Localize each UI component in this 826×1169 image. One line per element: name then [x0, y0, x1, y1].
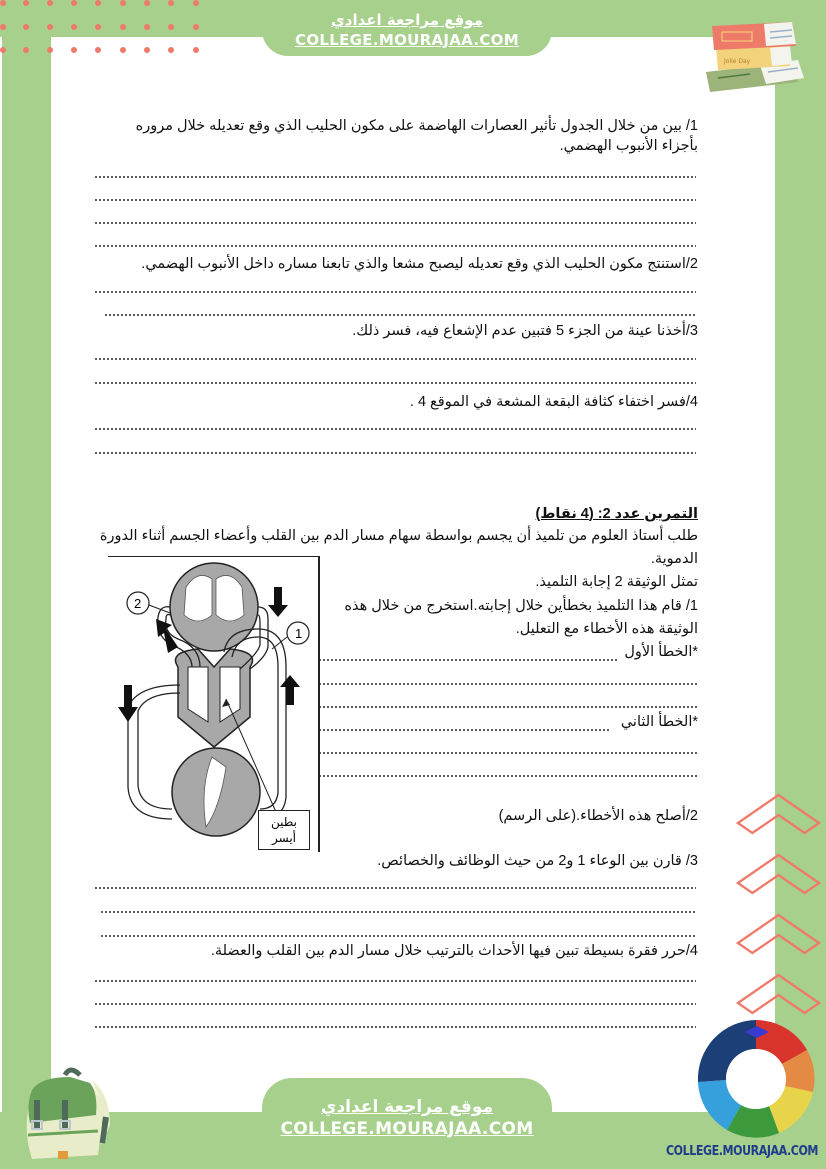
question-1 — [88, 116, 698, 156]
left-ventricle-label: بطين أيسر — [258, 810, 310, 850]
answer-line[interactable] — [318, 729, 610, 731]
answer-line[interactable] — [318, 706, 698, 708]
answer-line[interactable] — [94, 199, 696, 201]
answer-line[interactable] — [94, 245, 696, 247]
answer-line[interactable] — [94, 1003, 696, 1005]
site-name-arabic: موقع مراجعة اعدادي — [331, 11, 483, 29]
question-1-line2: بأجزاء الأنبوب الهضمي. — [559, 138, 698, 154]
answer-line[interactable] — [100, 911, 696, 913]
site-name-arabic: موقع مراجعة اعدادي — [320, 1097, 494, 1117]
site-url-link[interactable]: COLLEGE.MOURAJAA.COM — [295, 31, 519, 49]
answer-line[interactable] — [94, 1026, 696, 1028]
answer-line[interactable] — [94, 452, 696, 454]
error-1-label: *الخطأ الأول — [624, 644, 698, 660]
question-4: 4/فسر اختفاء كثافة البقعة المشعة في الموقع 4 . — [409, 394, 698, 410]
question-2-1-line1: 1/ قام هذا التلميذ بخطأين خلال إجابته.استخرج من خلال هذه — [344, 598, 698, 614]
question-2-3: 3/ قارن بين الوعاء 1 و2 من حيث الوظائف والخصائص. — [377, 853, 698, 869]
answer-line[interactable] — [100, 935, 696, 937]
answer-line[interactable] — [94, 382, 696, 384]
vessel-label-2: 2 — [134, 596, 142, 611]
answer-line[interactable] — [94, 428, 696, 430]
answer-line[interactable] — [318, 775, 698, 777]
vessel-label-1: 1 — [295, 626, 303, 641]
circulation-diagram — [108, 556, 320, 852]
answer-line[interactable] — [94, 222, 696, 224]
answer-line[interactable] — [318, 683, 698, 685]
site-url-link[interactable]: COLLEGE.MOURAJAA.COM — [280, 1119, 534, 1139]
site-banner-bottom[interactable] — [262, 1078, 552, 1169]
question-2-1-line2: الوثيقة هذه الأخطاء مع التعليل. — [515, 621, 698, 637]
svg-text:Jolie Day: Jolie Day — [724, 58, 751, 65]
dot-pattern-decoration — [0, 0, 220, 60]
exercise-2-intro-line1: طلب أستاذ العلوم من تلميذ أن يجسم بواسطة سهام مسار الدم بين القلب وأعضاء الجسم أثناء الدورة — [99, 528, 698, 544]
exercise-2-intro-line2: الدموية. — [650, 551, 698, 567]
question-2: 2/استنتج مكون الحليب الذي وقع تعديله ليصبح مشعا والذي تابعنا مساره داخل الأنبوب الهضمي. — [141, 256, 698, 272]
answer-line[interactable] — [318, 659, 618, 661]
backpack-icon — [10, 1055, 120, 1165]
answer-line[interactable] — [94, 291, 696, 293]
books-stack-icon — [700, 10, 810, 95]
chevron-up-decoration-icon — [735, 793, 825, 1033]
document-caption: تمثل الوثيقة 2 إجابة التلميذ. — [535, 574, 698, 590]
exercise-2-title: التمرين عدد 2: (4 نقاط) — [535, 506, 698, 522]
frame-left — [2, 0, 51, 1169]
site-banner-top[interactable] — [262, 0, 552, 56]
error-2-label: *الخطأ الثاني — [620, 714, 698, 730]
answer-line[interactable] — [94, 358, 696, 360]
question-2-4: 4/حرر فقرة بسيطة تبين فيها الأحداث بالترتيب خلال مسار الدم بين القلب والعضلة. — [210, 943, 698, 959]
answer-line[interactable] — [104, 314, 696, 316]
question-3: 3/أخذنا عينة من الجزء 5 فتبين عدم الإشعاع فيه، فسر ذلك. — [352, 323, 698, 339]
answer-line[interactable] — [94, 176, 696, 178]
site-logo-text[interactable]: COLLEGE.MOURAJAA.COM — [666, 1144, 818, 1159]
site-logo-ring-icon[interactable] — [697, 1020, 815, 1138]
heart-circulation-illustration — [108, 557, 318, 852]
question-1-line1: 1/ بين من خلال الجدول تأثير العصارات الهاضمة على مكون الحليب الذي وقع تعديله خلال مروره — [135, 118, 698, 134]
answer-line[interactable] — [94, 980, 696, 982]
answer-line[interactable] — [94, 887, 696, 889]
answer-line[interactable] — [318, 752, 698, 754]
question-2-2: 2/أصلح هذه الأخطاء.(على الرسم) — [498, 808, 698, 824]
